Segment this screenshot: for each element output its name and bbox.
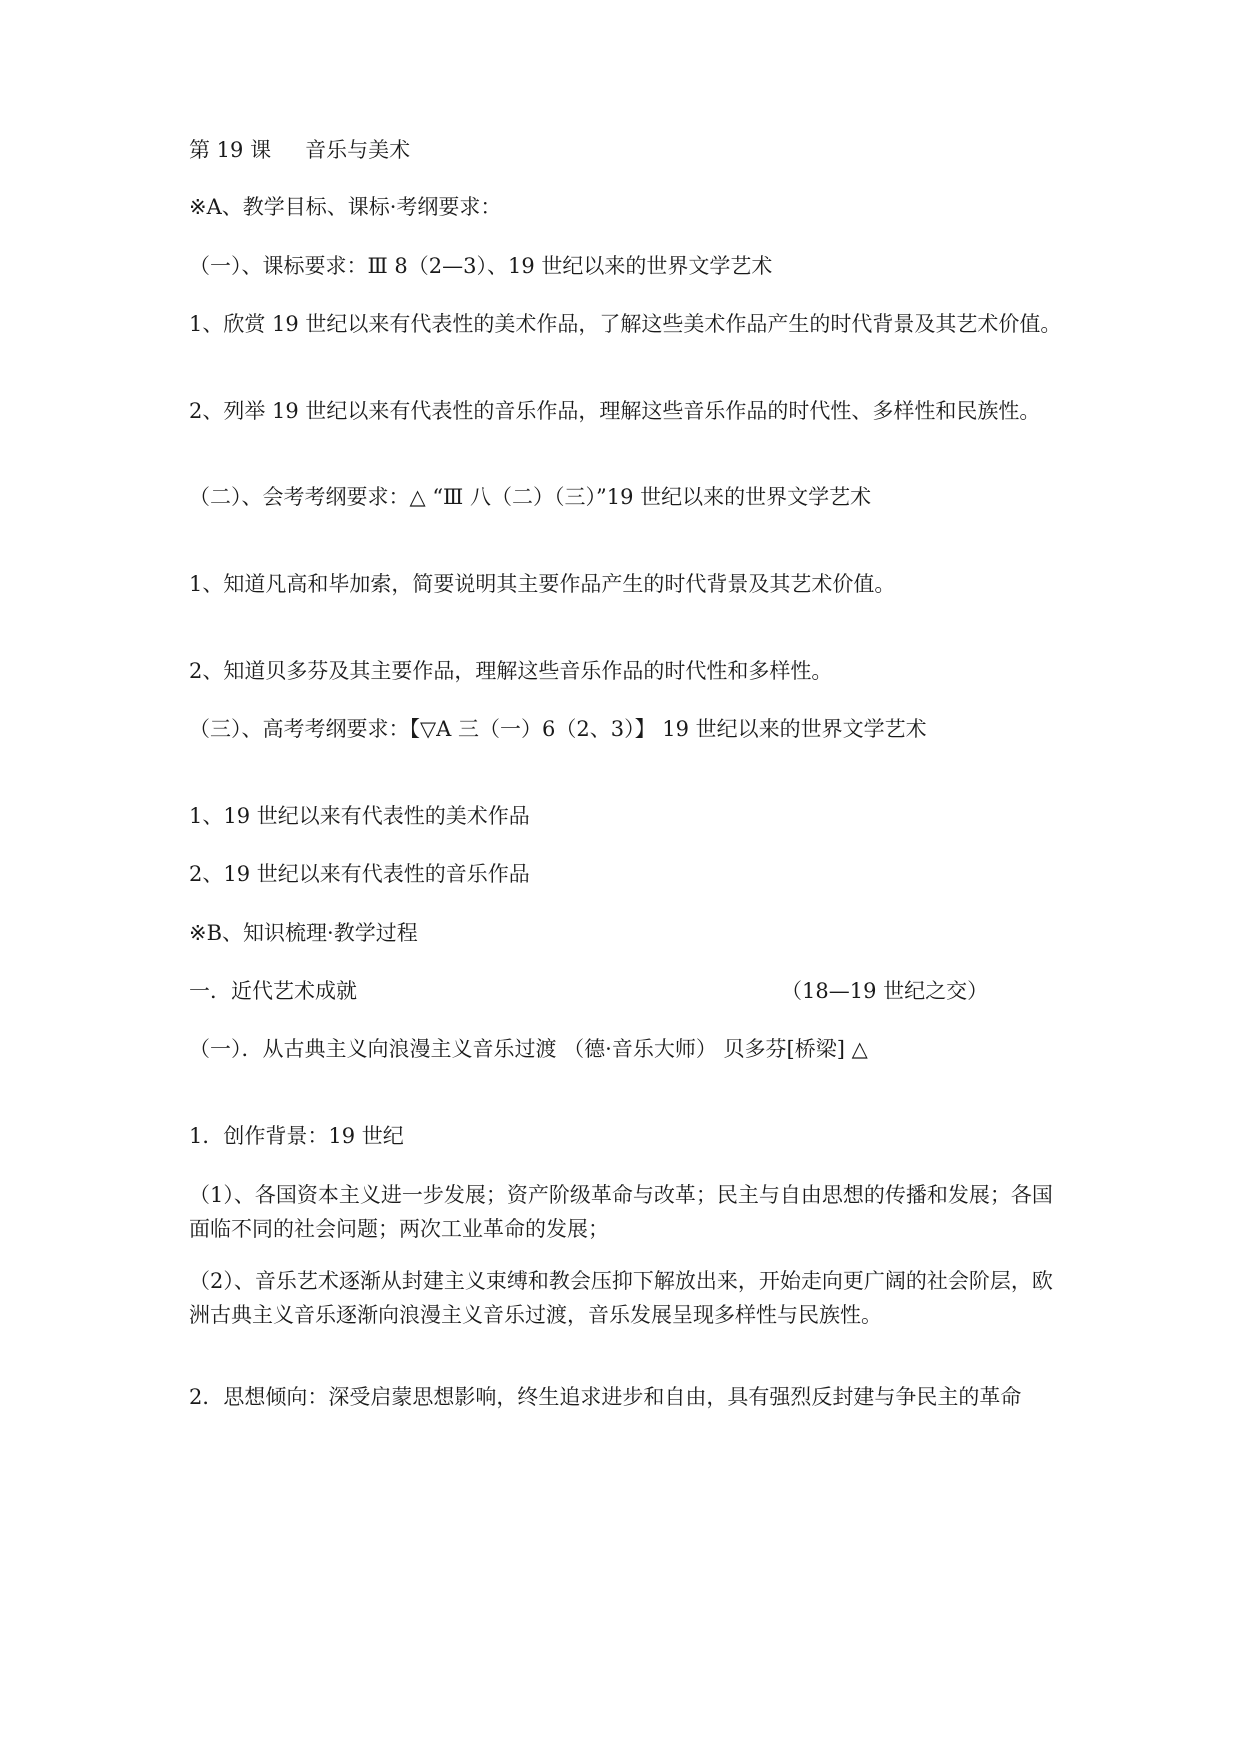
curriculum-standard-heading: （一）、课标要求：Ⅲ 8（2—3）、19 世纪以来的世界文学艺术 <box>189 254 773 278</box>
huikao-item-2: 2、知道贝多芬及其主要作品，理解这些音乐作品的时代性和多样性。 <box>189 659 833 683</box>
part-one-period: （18—19 世纪之交） <box>781 979 989 1003</box>
thought-tendency: 2．思想倾向：深受启蒙思想影响，终生追求进步和自由，具有强烈反封建与争民主的革命 <box>189 1385 1022 1409</box>
lesson-title <box>189 133 410 167</box>
curriculum-standard-item-1: 1、欣赏 19 世纪以来有代表性的美术作品，了解这些美术作品产生的时代背景及其艺术价值。 <box>189 312 1062 336</box>
huikao-heading: （二）、会考考纲要求：△ “Ⅲ 八（二）（三）”19 世纪以来的世界文学艺术 <box>189 485 872 509</box>
curriculum-standard-item-2: 2、列举 19 世纪以来有代表性的音乐作品，理解这些音乐作品的时代性、多样性和民族性。 <box>189 399 1041 423</box>
gaokao-item-2: 2、19 世纪以来有代表性的音乐作品 <box>189 862 530 886</box>
lesson-topic: 音乐与美术 <box>305 138 411 162</box>
gaokao-item-1: 1、19 世纪以来有代表性的美术作品 <box>189 804 530 828</box>
background-paragraph-2: （2）、音乐艺术逐渐从封建主义束缚和教会压抑下解放出来，开始走向更广阔的社会阶层，欧洲古典主义音乐逐渐向浪漫主义音乐过渡，音乐发展呈现多样性与民族性。 <box>189 1269 1053 1327</box>
gaokao-heading: （三）、高考考纲要求：【▽A 三（一）6（2、3）】 19 世纪以来的世界文学艺术 <box>189 717 927 741</box>
part-one-title: 一．近代艺术成就 <box>189 979 357 1003</box>
huikao-item-1: 1、知道凡高和毕加索，简要说明其主要作品产生的时代背景及其艺术价值。 <box>189 572 896 596</box>
section-a-heading: ※A、教学目标、课标·考纲要求： <box>189 195 502 219</box>
section-b-heading: ※B、知识梳理·教学过程 <box>189 921 418 945</box>
subsection-one-heading: （一）．从古典主义向浪漫主义音乐过渡 （德·音乐大师） 贝多芬[桥梁] △ <box>189 1037 868 1061</box>
background-heading: 1．创作背景：19 世纪 <box>189 1124 404 1148</box>
lesson-number: 第 19 课 <box>189 138 272 162</box>
background-paragraph-1: （1）、各国资本主义进一步发展；资产阶级革命与改革；民主与自由思想的传播和发展；各国面临不同的社会问题；两次工业革命的发展； <box>189 1183 1053 1241</box>
part-one-heading <box>189 974 1049 1008</box>
